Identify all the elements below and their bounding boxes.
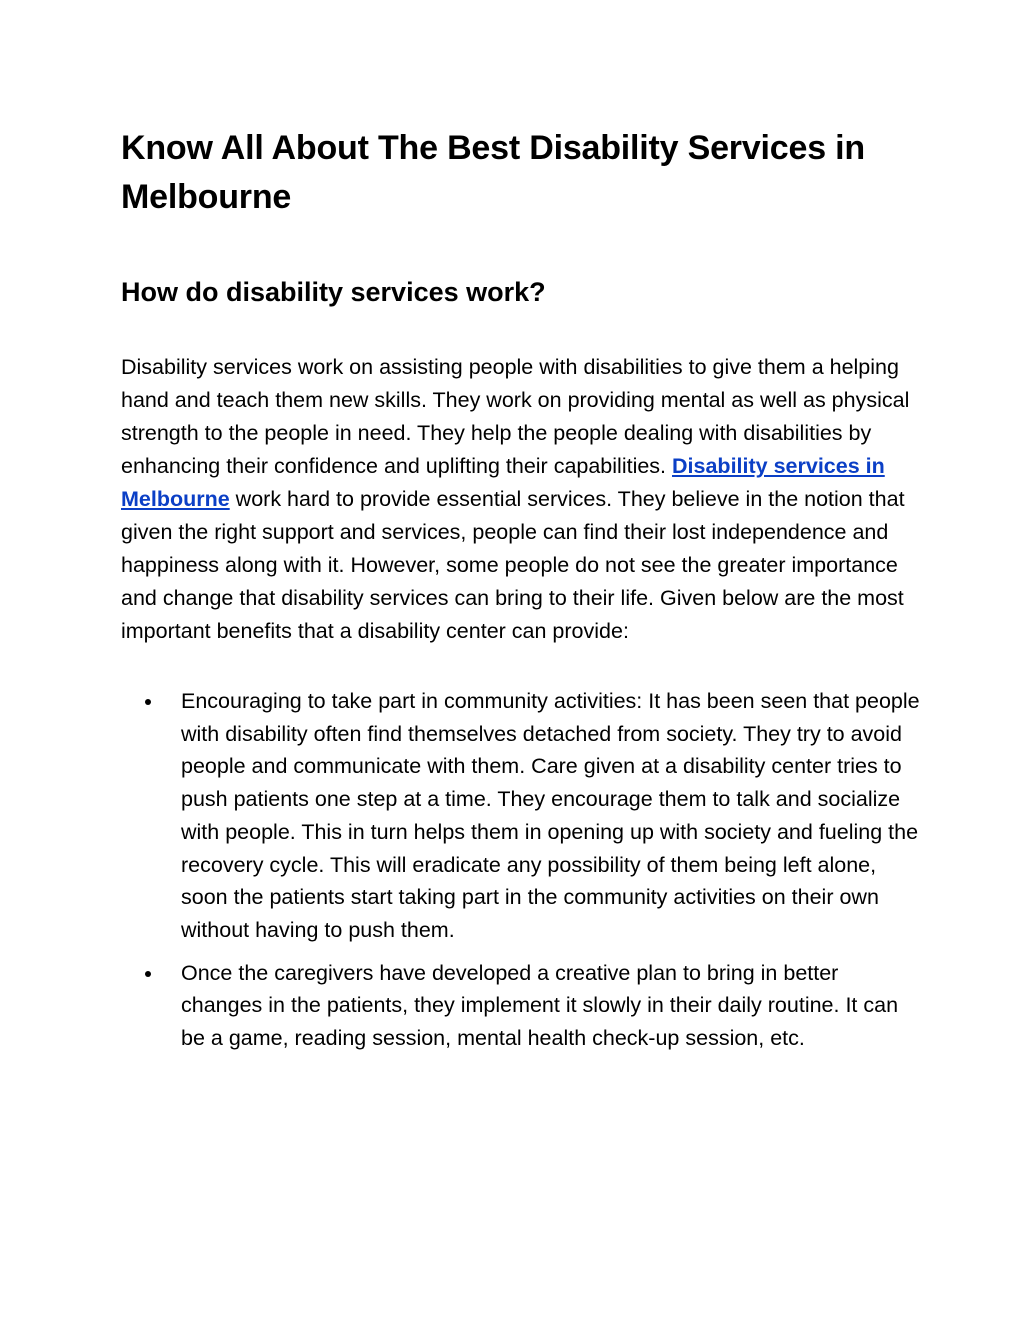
- document-content: [121, 124, 921, 1065]
- section-heading: How do disability services work?: [121, 277, 546, 307]
- list-item-text: Encouraging to take part in community activities: It has been seen that people with disability often find themselves detached from society. They try to avoid people and communicate with them. Care given at a disability center tries to push patients one step at a time. They encourage them to talk and socialize with people. This in turn helps them in opening up with society and fueling the recovery cycle. This will eradicate any possibility of them being left alone, soon the patients start taking part in the community activities on their own without having to push them.: [181, 689, 920, 942]
- paragraph-text-before-link: Disability services work on assisting people with disabilities to give them a helping hand and teach them new skills. They work on providing mental as well as physical strength to the people in need. They help the people dealing with disabilities by enhancing their confidence and uplifting their capabilities.: [121, 355, 910, 478]
- intro-paragraph: [121, 351, 921, 648]
- page-title: Know All About The Best Disability Services in Melbourne: [121, 129, 865, 216]
- bullet-icon: [145, 971, 151, 977]
- bullet-icon: [145, 699, 151, 705]
- list-item: [121, 957, 921, 1055]
- paragraph-text-after-link: work hard to provide essential services. They believe in the notion that given the right support and services, people can find their lost independence and happiness along with it. However, some people do not see the greater importance and change that disability services can bring to their life. Given below are the most important benefits that a disability center can provide:: [121, 487, 905, 643]
- benefits-list: [121, 685, 921, 1055]
- disability-services-melbourne-link[interactable]: Disability services in Melbourne: [121, 454, 885, 511]
- list-item: [121, 685, 921, 947]
- list-item-text: Once the caregivers have developed a creative plan to bring in better changes in the patients, they implement it slowly in their daily routine. It can be a game, reading session, mental health check-up session, etc.: [181, 960, 899, 1051]
